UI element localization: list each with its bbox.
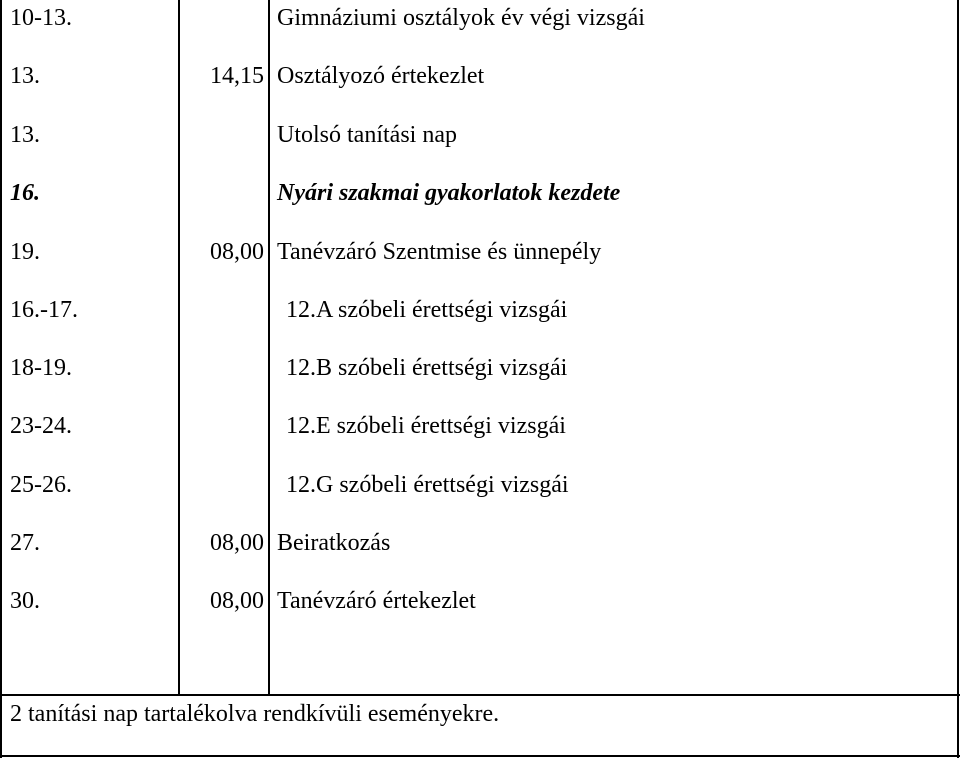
event-cell: 12.A szóbeli érettségi vizsgái <box>286 297 568 323</box>
event-cell: Osztályozó értekezlet <box>277 63 485 89</box>
time-cell: 08,00 <box>210 239 264 265</box>
event-cell: Tanévzáró értekezlet <box>277 588 476 614</box>
table-row-divider <box>0 694 960 696</box>
table-border-bottom <box>0 755 960 757</box>
table-row <box>0 412 960 470</box>
event-cell: Utolsó tanítási nap <box>277 122 457 148</box>
date-cell: 23-24. <box>10 413 72 439</box>
date-cell: 10-13. <box>10 5 72 31</box>
event-cell: 12.G szóbeli érettségi vizsgái <box>286 472 569 498</box>
table-row <box>0 179 960 237</box>
table-row <box>0 121 960 179</box>
date-cell: 16. <box>10 180 40 206</box>
date-cell: 18-19. <box>10 355 72 381</box>
time-cell: 14,15 <box>210 63 264 89</box>
time-cell: 08,00 <box>210 588 264 614</box>
event-cell: 12.B szóbeli érettségi vizsgái <box>286 355 568 381</box>
table-row <box>0 587 960 645</box>
date-cell: 30. <box>10 588 40 614</box>
date-cell: 13. <box>10 63 40 89</box>
footer-note: 2 tanítási nap tartalékolva rendkívüli eseményekre. <box>10 701 500 727</box>
table-row <box>0 354 960 412</box>
table-row <box>0 238 960 296</box>
event-cell: Nyári szakmai gyakorlatok kezdete <box>277 180 621 206</box>
date-cell: 27. <box>10 530 40 556</box>
table-row <box>0 4 960 62</box>
table-row <box>0 529 960 587</box>
event-cell: Tanévzáró Szentmise és ünnepély <box>277 239 602 265</box>
table-row <box>0 62 960 120</box>
table-row <box>0 296 960 354</box>
event-cell: Beiratkozás <box>277 530 391 556</box>
date-cell: 13. <box>10 122 40 148</box>
table-row <box>0 471 960 529</box>
date-cell: 25-26. <box>10 472 72 498</box>
date-cell: 16.-17. <box>10 297 78 323</box>
event-cell: 12.E szóbeli érettségi vizsgái <box>286 413 566 439</box>
event-cell: Gimnáziumi osztályok év végi vizsgái <box>277 5 645 31</box>
date-cell: 19. <box>10 239 40 265</box>
time-cell: 08,00 <box>210 530 264 556</box>
